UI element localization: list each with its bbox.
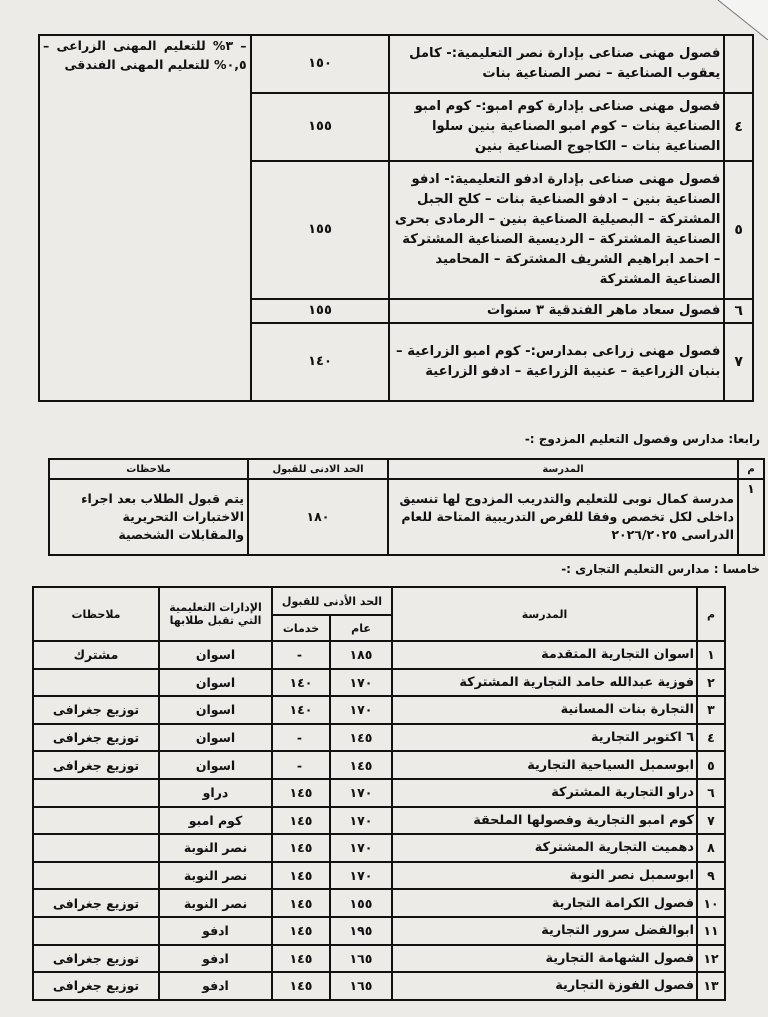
school-cell: فوزية عبدالله حامد التجارية المشتركة — [392, 669, 697, 697]
row-number: ١٠ — [697, 889, 725, 917]
general-score-cell: ١٦٥ — [330, 972, 392, 1000]
row-number: ١ — [738, 479, 764, 555]
section-title-dual-education: رابعا: مدارس وفصول التعليم المزدوج :- — [524, 432, 760, 446]
row-number: ٨ — [697, 834, 725, 862]
services-score-cell: - — [272, 641, 330, 669]
school-cell: دراو التجارية المشتركة — [392, 779, 697, 807]
notes-cell: توزيع جغرافى — [33, 724, 159, 752]
header-notes: ملاحظات — [49, 459, 248, 479]
row-number — [724, 35, 753, 93]
table-row — [49, 479, 764, 555]
table-row — [33, 972, 725, 1000]
table-row — [33, 807, 725, 835]
admin-cell: نصر النوبة — [159, 834, 272, 862]
services-score-cell: - — [272, 724, 330, 752]
row-number: ٦ — [724, 299, 753, 323]
admin-cell: اسوان — [159, 669, 272, 697]
table-row — [33, 696, 725, 724]
services-score-cell: - — [272, 751, 330, 779]
min-score-cell: ١٥٥ — [251, 299, 390, 323]
table-header-row — [33, 587, 725, 615]
commercial-schools-table — [32, 586, 726, 1001]
school-cell: مدرسة كمال نوبى للتعليم والتدريب المزدوج لها تنسيق داخلى لكل تخصص وفقا للفرص التدريبية المتاحة للعام الدراسى ٢٠٢٦/٢٠٢٥ — [388, 479, 738, 555]
header-admin: الإدارات التعليمية التي تقبل طلابها — [159, 587, 272, 641]
row-number: ١ — [697, 641, 725, 669]
services-score-cell: ١٤٥ — [272, 917, 330, 945]
header-notes: ملاحظات — [33, 587, 159, 641]
admin-cell: ادفو — [159, 972, 272, 1000]
general-score-cell: ١٧٠ — [330, 696, 392, 724]
notes-cell — [33, 862, 159, 890]
admin-cell: نصر النوبة — [159, 862, 272, 890]
row-number: ١١ — [697, 917, 725, 945]
general-score-cell: ١٧٠ — [330, 807, 392, 835]
header-general: عام — [330, 615, 392, 641]
general-score-cell: ١٩٥ — [330, 917, 392, 945]
row-number: ٣ — [697, 696, 725, 724]
school-cell: كوم امبو التجارية وفصولها الملحقة — [392, 807, 697, 835]
header-num: م — [738, 459, 764, 479]
school-cell: فصول الفوزة التجارية — [392, 972, 697, 1000]
general-score-cell: ١٧٠ — [330, 862, 392, 890]
school-cell: فصول مهنى صناعى بإدارة ادفو التعليمية:- ادفو الصناعية بنين – ادفو الصناعية بنات – كلح الجبل المشتركة – البصيلية الصناعية بنين – الرمادى بحرى الصناعية المشتركة – الرديسية الصناعية المشتركة – احمد ابراهيم الشريف المشتركة – المحاميد الصناعية المشتركة — [389, 161, 724, 299]
school-cell: فصول الشهامة التجارية — [392, 945, 697, 973]
school-cell: التجارة بنات المسانية — [392, 696, 697, 724]
row-number: ٥ — [697, 751, 725, 779]
table-row — [33, 945, 725, 973]
school-cell: دهميت التجارية المشتركة — [392, 834, 697, 862]
services-score-cell: ١٤٥ — [272, 779, 330, 807]
table-row — [33, 834, 725, 862]
notes-cell — [33, 669, 159, 697]
dual-education-table — [48, 458, 765, 556]
table-row — [33, 724, 725, 752]
services-score-cell: ١٤٠ — [272, 696, 330, 724]
vocational-classes-table — [38, 34, 754, 402]
services-score-cell: ١٤٥ — [272, 945, 330, 973]
table-header-row — [49, 459, 764, 479]
general-score-cell: ١٧٠ — [330, 669, 392, 697]
school-cell: فصول مهنى صناعى بإدارة نصر التعليمية:- كامل يعقوب الصناعية – نصر الصناعية بنات — [389, 35, 724, 93]
notes-cell: مشترك — [33, 641, 159, 669]
admin-cell: اسوان — [159, 724, 272, 752]
general-score-cell: ١٥٥ — [330, 889, 392, 917]
school-cell: ابوسمبل السياحية التجارية — [392, 751, 697, 779]
row-number: ٧ — [724, 323, 753, 401]
school-cell: فصول مهنى صناعى بإدارة كوم امبو:- كوم امبو الصناعية بنات – كوم امبو الصناعية بنين سلوا الصناعية بنات – الكاجوج الصناعية بنين — [389, 93, 724, 161]
general-score-cell: ١٤٥ — [330, 751, 392, 779]
notes-cell: توزيع جغرافى — [33, 889, 159, 917]
table-row — [33, 917, 725, 945]
header-school: المدرسة — [392, 587, 697, 641]
row-number: ٤ — [724, 93, 753, 161]
row-number: ٦ — [697, 779, 725, 807]
admin-cell: اسوان — [159, 696, 272, 724]
row-number: ٤ — [697, 724, 725, 752]
school-cell: فصول الكرامة التجارية — [392, 889, 697, 917]
table-row — [33, 779, 725, 807]
notes-cell: توزيع جغرافى — [33, 751, 159, 779]
services-score-cell: ١٤٥ — [272, 862, 330, 890]
notes-cell: توزيع جغرافى — [33, 696, 159, 724]
row-number: ٢ — [697, 669, 725, 697]
header-num: م — [697, 587, 725, 641]
header-services: خدمات — [272, 615, 330, 641]
services-score-cell: ١٤٥ — [272, 834, 330, 862]
services-score-cell: ١٤٥ — [272, 972, 330, 1000]
notes-cell — [33, 807, 159, 835]
services-score-cell: ١٤٥ — [272, 807, 330, 835]
admin-cell: كوم امبو — [159, 807, 272, 835]
table-row — [39, 35, 753, 93]
admin-cell: نصر النوبة — [159, 889, 272, 917]
table-row — [33, 751, 725, 779]
admin-cell: اسوان — [159, 751, 272, 779]
header-school: المدرسة — [388, 459, 738, 479]
general-score-cell: ١٤٥ — [330, 724, 392, 752]
notes-cell: توزيع جغرافى — [33, 972, 159, 1000]
admin-cell: دراو — [159, 779, 272, 807]
services-score-cell: ١٤٠ — [272, 669, 330, 697]
row-number: ٧ — [697, 807, 725, 835]
admin-cell: ادفو — [159, 945, 272, 973]
min-score-cell: ١٨٠ — [248, 479, 388, 555]
general-score-cell: ١٧٠ — [330, 779, 392, 807]
notes-cell — [33, 779, 159, 807]
table-row — [33, 889, 725, 917]
notes-cell — [33, 917, 159, 945]
table-row — [33, 862, 725, 890]
school-cell: ٦ اكتوبر التجارية — [392, 724, 697, 752]
school-cell: ابوالفضل سرور التجارية — [392, 917, 697, 945]
min-score-cell: ١٤٠ — [251, 323, 390, 401]
admin-cell: اسوان — [159, 641, 272, 669]
row-number: ٩ — [697, 862, 725, 890]
general-score-cell: ١٨٥ — [330, 641, 392, 669]
notes-cell: توزيع جغرافى — [33, 945, 159, 973]
general-score-cell: ١٦٥ — [330, 945, 392, 973]
min-score-cell: ١٥٥ — [251, 161, 390, 299]
school-cell: فصول مهنى زراعى بمدارس:- كوم امبو الزراعية – بنبان الزراعية – عنيبة الزراعية – ادفو الزراعية — [389, 323, 724, 401]
row-number: ٥ — [724, 161, 753, 299]
general-score-cell: ١٧٠ — [330, 834, 392, 862]
row-number: ١٣ — [697, 972, 725, 1000]
services-score-cell: ١٤٥ — [272, 889, 330, 917]
notes-cell: – ٣% للتعليم المهنى الزراعى – ٠,٥% للتعليم المهنى الفندقى — [39, 35, 251, 401]
notes-cell: يتم قبول الطلاب بعد اجراء الاختبارات التحريرية والمقابلات الشخصية — [49, 479, 248, 555]
header-min-score: الحد الادنى للقبول — [248, 459, 388, 479]
table-row — [33, 669, 725, 697]
header-min-score: الحد الأدنى للقبول — [272, 587, 392, 615]
row-number: ١٢ — [697, 945, 725, 973]
school-cell: فصول سعاد ماهر الفندقية ٣ سنوات — [389, 299, 724, 323]
table-row — [33, 641, 725, 669]
admin-cell: ادفو — [159, 917, 272, 945]
section-title-commercial: خامسا : مدارس التعليم التجارى :- — [561, 562, 760, 576]
min-score-cell: ١٥٠ — [251, 35, 390, 93]
school-cell: اسوان التجارية المتقدمة — [392, 641, 697, 669]
notes-cell — [33, 834, 159, 862]
min-score-cell: ١٥٥ — [251, 93, 390, 161]
school-cell: ابوسمبل نصر النوبة — [392, 862, 697, 890]
